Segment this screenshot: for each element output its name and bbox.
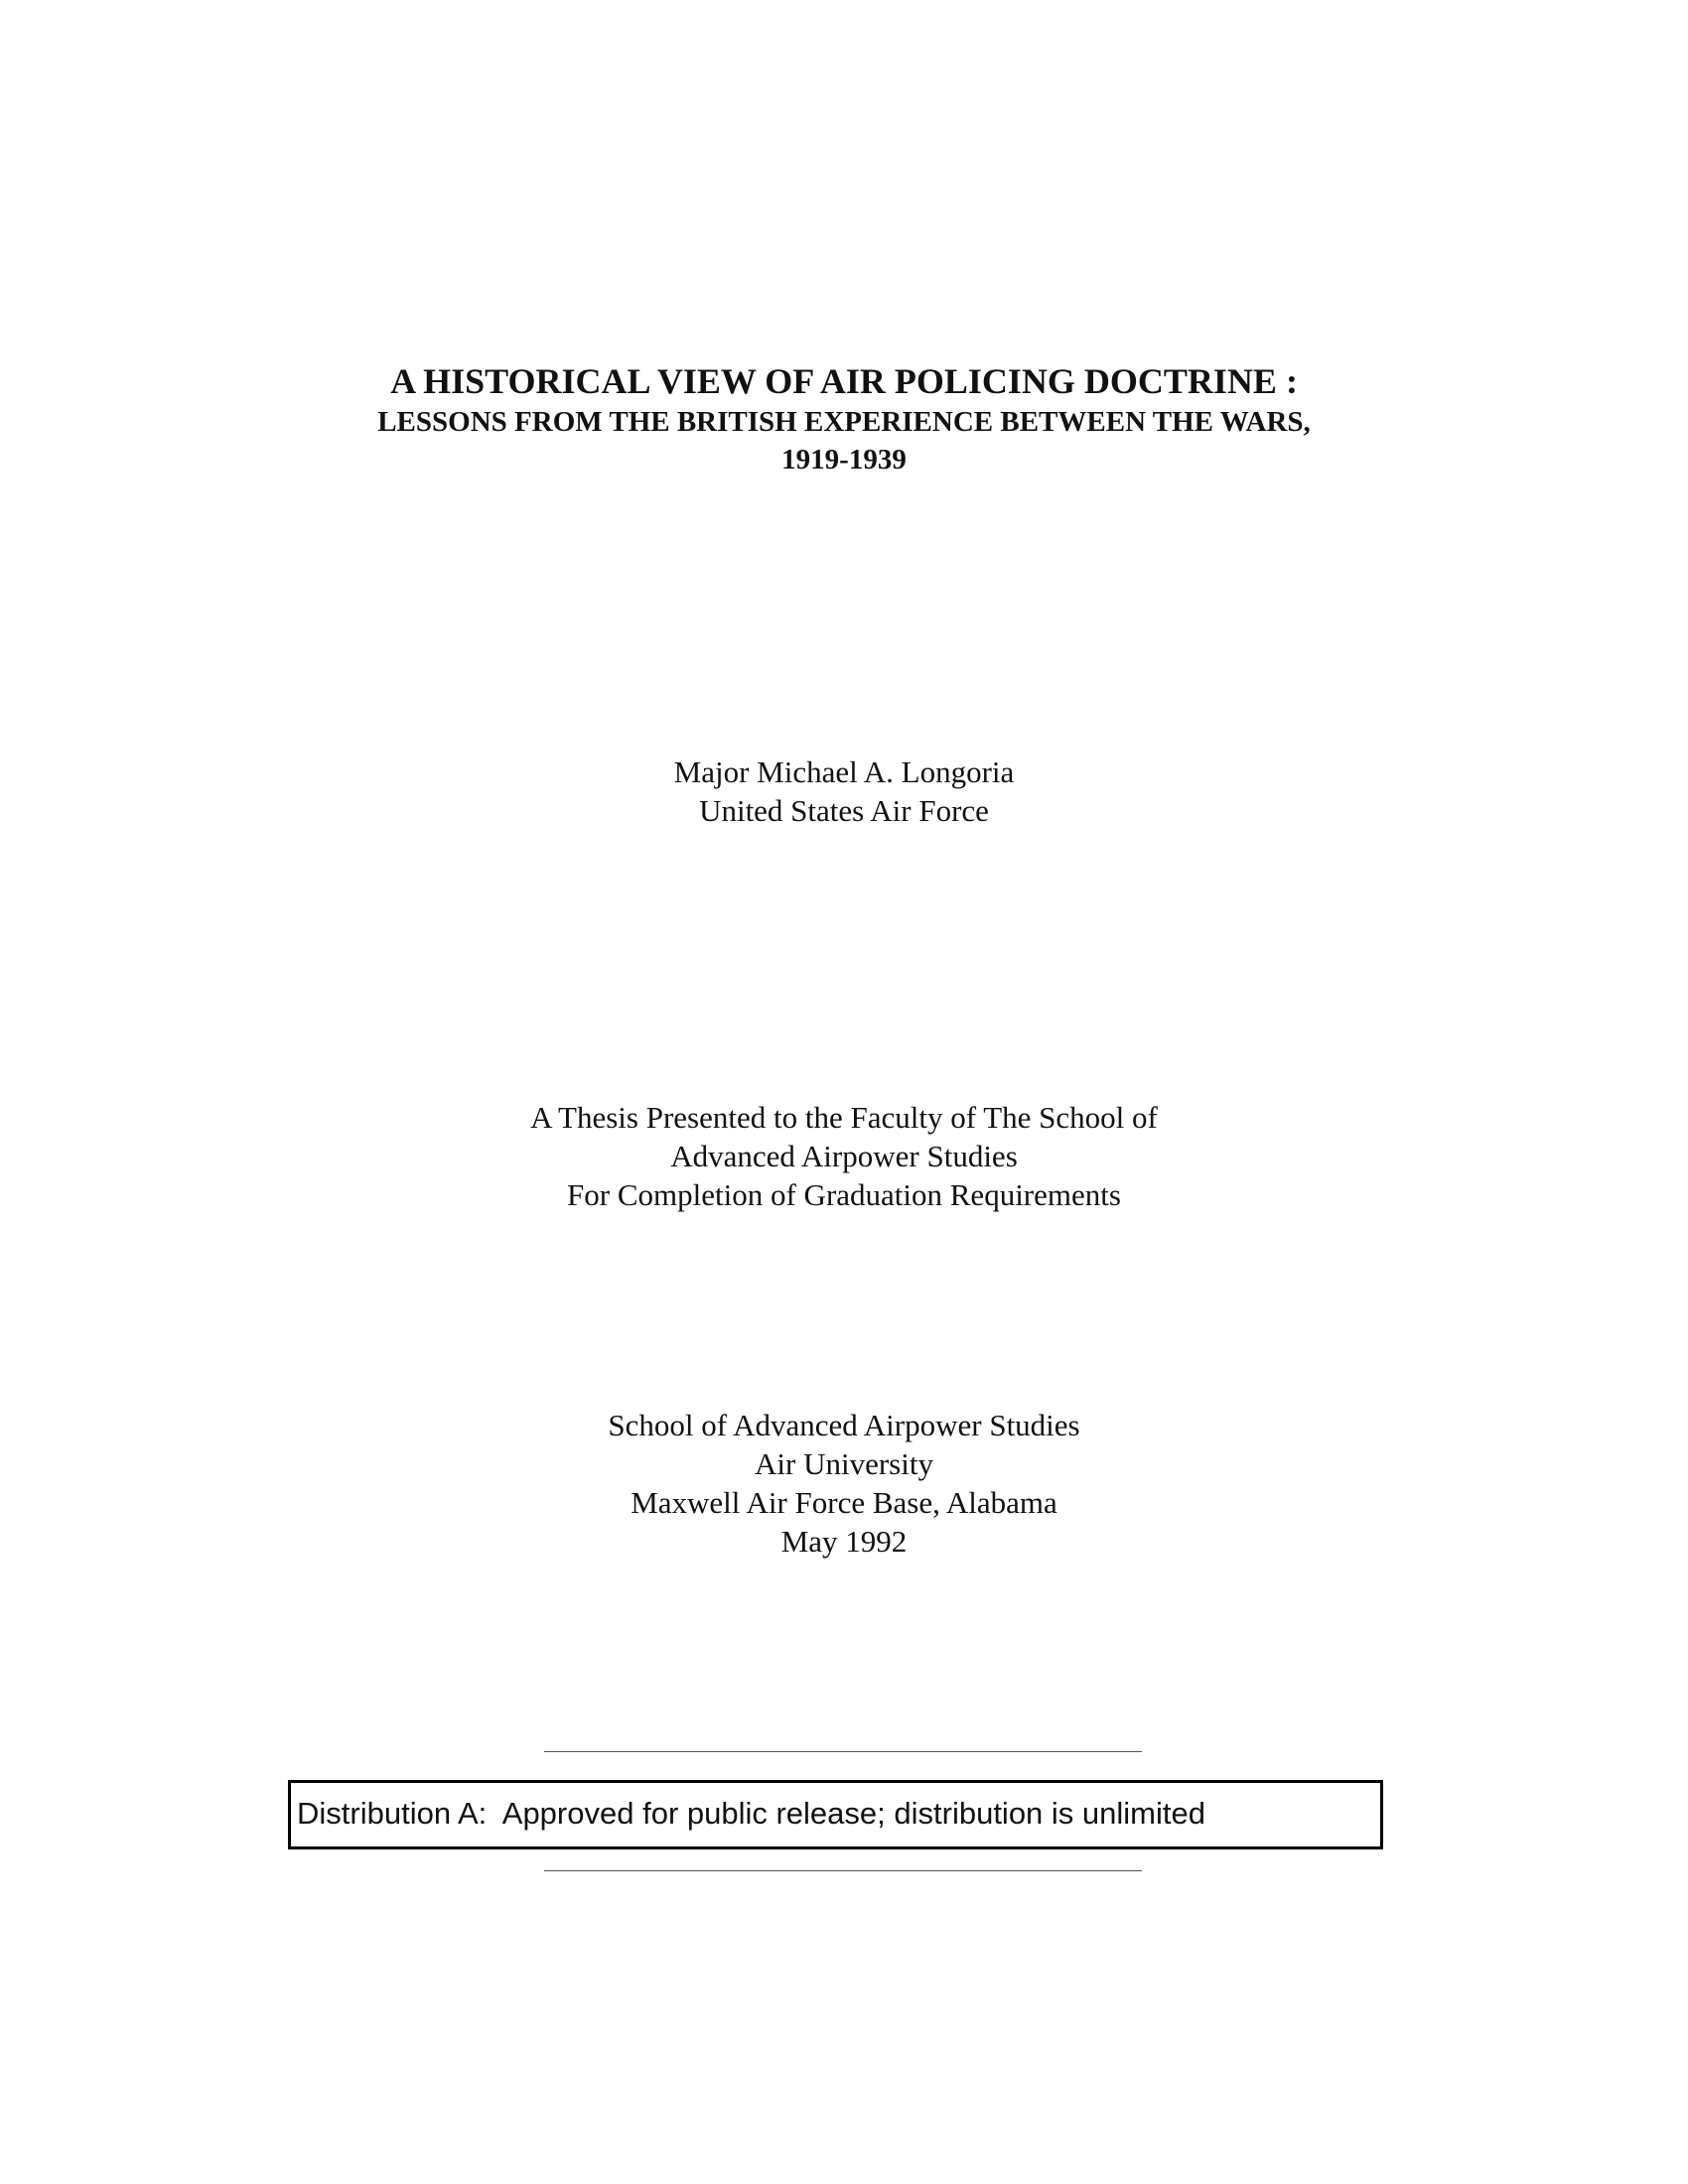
institution-block	[0, 1406, 1688, 1561]
thesis-line-1: A Thesis Presented to the Faculty of The School of	[530, 1100, 1158, 1135]
distribution-statement: Distribution A: Approved for public release; distribution is unlimited	[297, 1796, 1205, 1831]
bottom-divider	[544, 1870, 1142, 1871]
top-divider	[544, 1751, 1142, 1752]
school-name: School of Advanced Airpower Studies	[608, 1408, 1080, 1442]
document-subtitle-line-1: LESSONS FROM THE BRITISH EXPERIENCE BETWEEN THE WARS,	[377, 406, 1311, 438]
author-name: Major Michael A. Longoria	[673, 754, 1015, 789]
title-block	[0, 359, 1688, 478]
author-block	[0, 752, 1688, 830]
thesis-line-3: For Completion of Graduation Requirements	[567, 1177, 1121, 1212]
publication-date: May 1992	[780, 1524, 908, 1559]
university-name: Air University	[755, 1446, 933, 1481]
location: Maxwell Air Force Base, Alabama	[631, 1485, 1057, 1520]
thesis-line-2: Advanced Airpower Studies	[670, 1139, 1018, 1173]
document-subtitle-line-2: 1919-1939	[781, 444, 907, 476]
distribution-statement-box	[288, 1780, 1383, 1849]
document-title: A HISTORICAL VIEW OF AIR POLICING DOCTRINE :	[390, 361, 1298, 401]
thesis-statement-block	[0, 1098, 1688, 1214]
author-affiliation: United States Air Force	[699, 793, 989, 828]
